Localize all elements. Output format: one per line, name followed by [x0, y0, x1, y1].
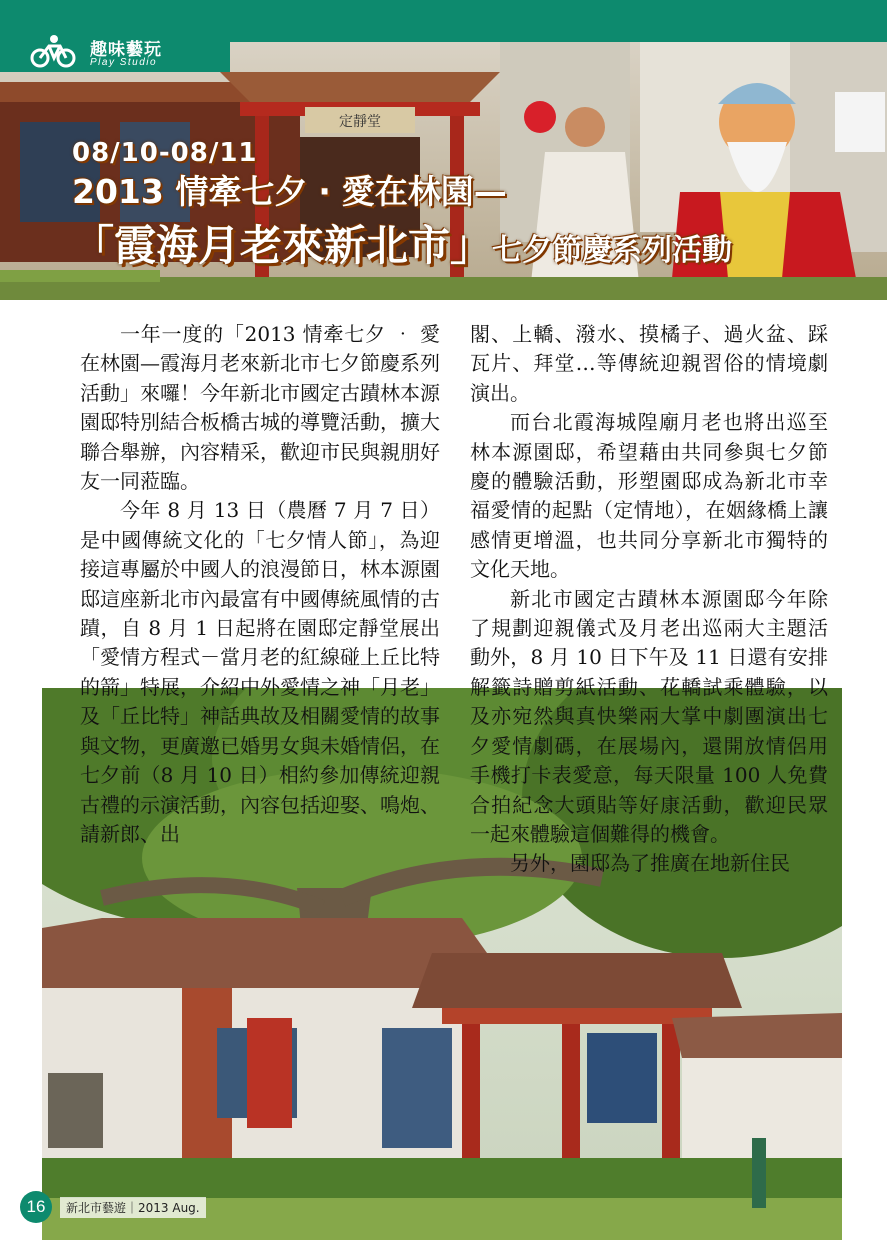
banner-sign-text: 定靜堂: [339, 114, 381, 130]
article-paragraph: 今年 8 月 13 日（農曆 7 月 7 日）是中國傳統文化的「七夕情人節」，為迎接這專屬於中國人的浪漫節日，林本源園邸這座新北市內最富有中國傳統風情的古蹟，自 8 月 1 日起將在園邸定靜堂展出「愛情方程式－當月老的紅線碰上丘比特的箭」特展，介紹中外愛情之神「月老」及「丘比特」神話典故及相關愛情的故事與文物，更廣邀已婚男女與未婚情侶，在七夕前（8 月 10 日）相約參加傳統迎親古禮的示演活動，內容包括迎娶、鳴炮、請新郎、出: [80, 498, 440, 846]
headline-main-title: 「霞海月老來新北市」: [72, 221, 493, 270]
headline-subtitle: 七夕節慶系列活動: [492, 233, 733, 268]
article-paragraph: 新北市國定古蹟林本源園邸今年除了規劃迎親儀式及月老出巡兩大主題活動外，8 月 10 日下午及 11 日還有安排解籤詩贈剪紙活動、花轎試乘體驗，以及亦宛然與真快樂兩大掌中劇團演出七夕愛情劇碼，在展場內，還開放情侶用手機打卡表愛意，每天限量 100 人免費合拍紀念大頭貼等好康活動，歡迎民眾一起來體驗這個難得的機會。: [470, 586, 828, 846]
article-column-right: [470, 320, 828, 879]
bicycle-icon: [30, 34, 76, 68]
article-paragraph: 一年一度的「2013 情牽七夕 ‧ 愛在林園—霞海月老來新北市七夕節慶系列活動」來囉！今年新北市國定古蹟林本源園邸特別結合板橋古城的導覽活動，擴大聯合舉辦，內容精采，歡迎市民與親朋好友一同蒞臨。: [80, 322, 440, 494]
section-title: 趣味藝玩: [90, 40, 162, 60]
magazine-issue: 新北市藝遊｜2013 Aug.: [60, 1197, 206, 1218]
event-date: 08/10-08/11: [72, 138, 258, 168]
article-paragraph: 而台北霞海城隍廟月老也將出巡至林本源園邸，希望藉由共同參與七夕節慶的體驗活動，形塑園邸成為新北市幸福愛情的起點（定情地），在姻緣橋上讓感情更增溫，也共同分享新北市獨特的文化天地。: [470, 410, 828, 582]
page-footer: [20, 1191, 206, 1223]
headline: [72, 138, 732, 273]
article-paragraph: 閣、上轎、潑水、摸橘子、過火盆、踩瓦片、拜堂…等傳統迎親習俗的情境劇演出。: [470, 322, 828, 405]
page-number: 16: [20, 1191, 52, 1223]
section-tag: [0, 0, 230, 72]
headline-line-3: [72, 213, 732, 273]
headline-line-2: 2013 情牽七夕 ‧ 愛在林園—: [72, 172, 507, 211]
article-column-left: [80, 320, 440, 849]
section-subtitle: Play Studio: [90, 57, 158, 68]
article-paragraph: 另外，園邸為了推廣在地新住民: [510, 851, 790, 876]
